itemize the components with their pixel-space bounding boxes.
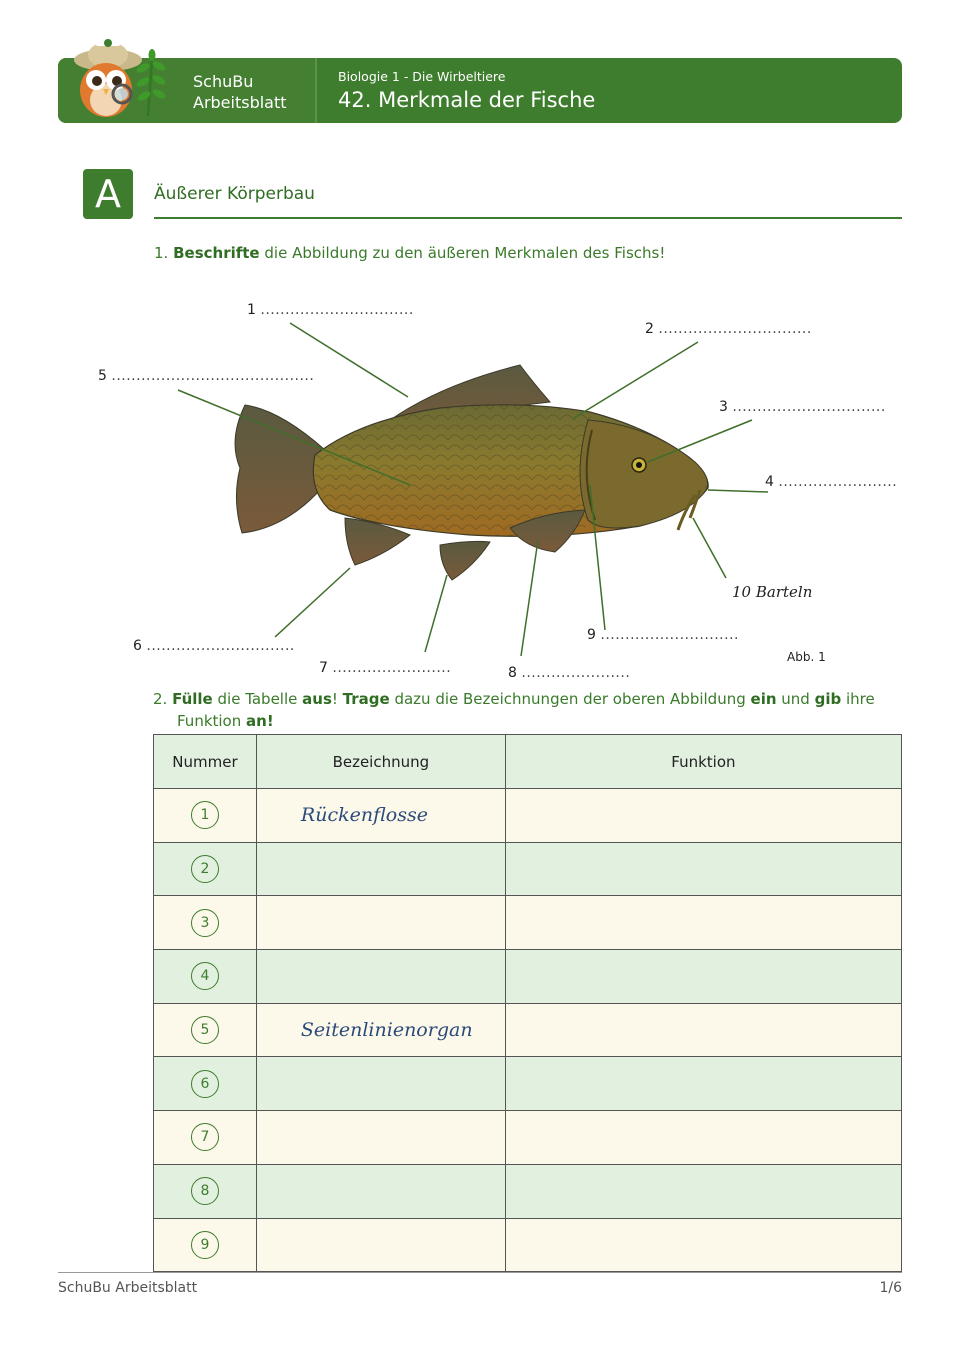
name-cell[interactable]: Seitenlinienorgan [256, 1003, 505, 1057]
fish-diagram [0, 290, 960, 680]
name-cell[interactable] [256, 896, 505, 950]
brand-line-2: Arbeitsblatt [193, 93, 287, 112]
brand-line-1: SchuBu [193, 72, 254, 91]
task-1-number: 1. [154, 244, 169, 262]
function-cell[interactable] [505, 896, 901, 950]
function-cell[interactable] [505, 1111, 901, 1165]
table-row [154, 950, 902, 1004]
row-number-badge: 1 [191, 801, 219, 829]
function-cell[interactable] [505, 1057, 901, 1111]
table-row [154, 1218, 902, 1272]
name-cell[interactable] [256, 1057, 505, 1111]
task-1 [154, 242, 665, 264]
brand-label [193, 71, 287, 113]
banner-divider [315, 58, 317, 123]
diagram-label-2: 2 ............................... [645, 321, 812, 337]
function-cell[interactable] [505, 950, 901, 1004]
task-1-verb: Beschrifte [173, 244, 260, 262]
table-row [154, 842, 902, 896]
page-title: 42. Merkmale der Fische [338, 88, 596, 112]
row-number-badge: 5 [191, 1016, 219, 1044]
section-badge: A [83, 169, 133, 219]
name-cell[interactable]: Rückenflosse [256, 789, 505, 843]
name-cell[interactable] [256, 1111, 505, 1165]
function-cell[interactable] [505, 1003, 901, 1057]
function-cell[interactable] [505, 1164, 901, 1218]
table-row [154, 1057, 902, 1111]
row-number-badge: 3 [191, 909, 219, 937]
diagram-label-5: 5 ......................................... [98, 368, 315, 384]
diagram-label-8: 8 ...................... [508, 665, 631, 681]
row-number-badge: 9 [191, 1231, 219, 1259]
task-2: 2. Fülle die Tabelle aus! Trage dazu die Bezeichnungen der oberen Abbildung ein und gib ihre Funktion an! [153, 690, 875, 730]
diagram-label-3: 3 ............................... [719, 399, 886, 415]
subject-label: Biologie 1 - Die Wirbeltiere [338, 69, 506, 84]
barbel-note: 10 Barteln [732, 583, 813, 601]
diagram-label-4: 4 ........................ [765, 474, 898, 490]
section-title: Äußerer Körperbau [154, 184, 315, 204]
table-header-row [154, 735, 902, 789]
table-row [154, 1003, 902, 1057]
row-number-badge: 7 [191, 1123, 219, 1151]
table-row [154, 789, 902, 843]
table-row [154, 1111, 902, 1165]
tail-fin-shape [235, 405, 325, 533]
owl-mascot-logo [60, 38, 172, 128]
row-number-badge: 6 [191, 1070, 219, 1098]
header-name: Bezeichnung [256, 735, 505, 789]
name-cell[interactable] [256, 1164, 505, 1218]
pelvic-fin-shape [440, 541, 490, 580]
footer-divider [58, 1272, 902, 1273]
footer-brand: SchuBu Arbeitsblatt [58, 1280, 198, 1296]
row-number-badge: 8 [191, 1177, 219, 1205]
function-cell[interactable] [505, 842, 901, 896]
section-divider [154, 217, 902, 219]
page-number: 1/6 [879, 1280, 902, 1296]
figure-caption: Abb. 1 [787, 650, 826, 664]
name-cell[interactable] [256, 950, 505, 1004]
header-number: Nummer [154, 735, 257, 789]
name-cell[interactable] [256, 1218, 505, 1272]
diagram-label-7: 7 ........................ [319, 660, 452, 676]
table-row [154, 1164, 902, 1218]
header-function: Funktion [505, 735, 901, 789]
table-row [154, 896, 902, 950]
name-cell[interactable] [256, 842, 505, 896]
header-banner [58, 58, 902, 123]
row-number-badge: 2 [191, 855, 219, 883]
function-cell[interactable] [505, 1218, 901, 1272]
row-number-badge: 4 [191, 962, 219, 990]
task-1-text: die Abbildung zu den äußeren Merkmalen des Fischs! [259, 244, 666, 262]
diagram-label-1: 1 ............................... [247, 302, 414, 318]
head-shape [580, 420, 708, 528]
diagram-label-6: 6 .............................. [133, 638, 295, 654]
diagram-label-9: 9 ............................ [587, 627, 739, 643]
function-cell[interactable] [505, 789, 901, 843]
feature-table [153, 734, 902, 1272]
